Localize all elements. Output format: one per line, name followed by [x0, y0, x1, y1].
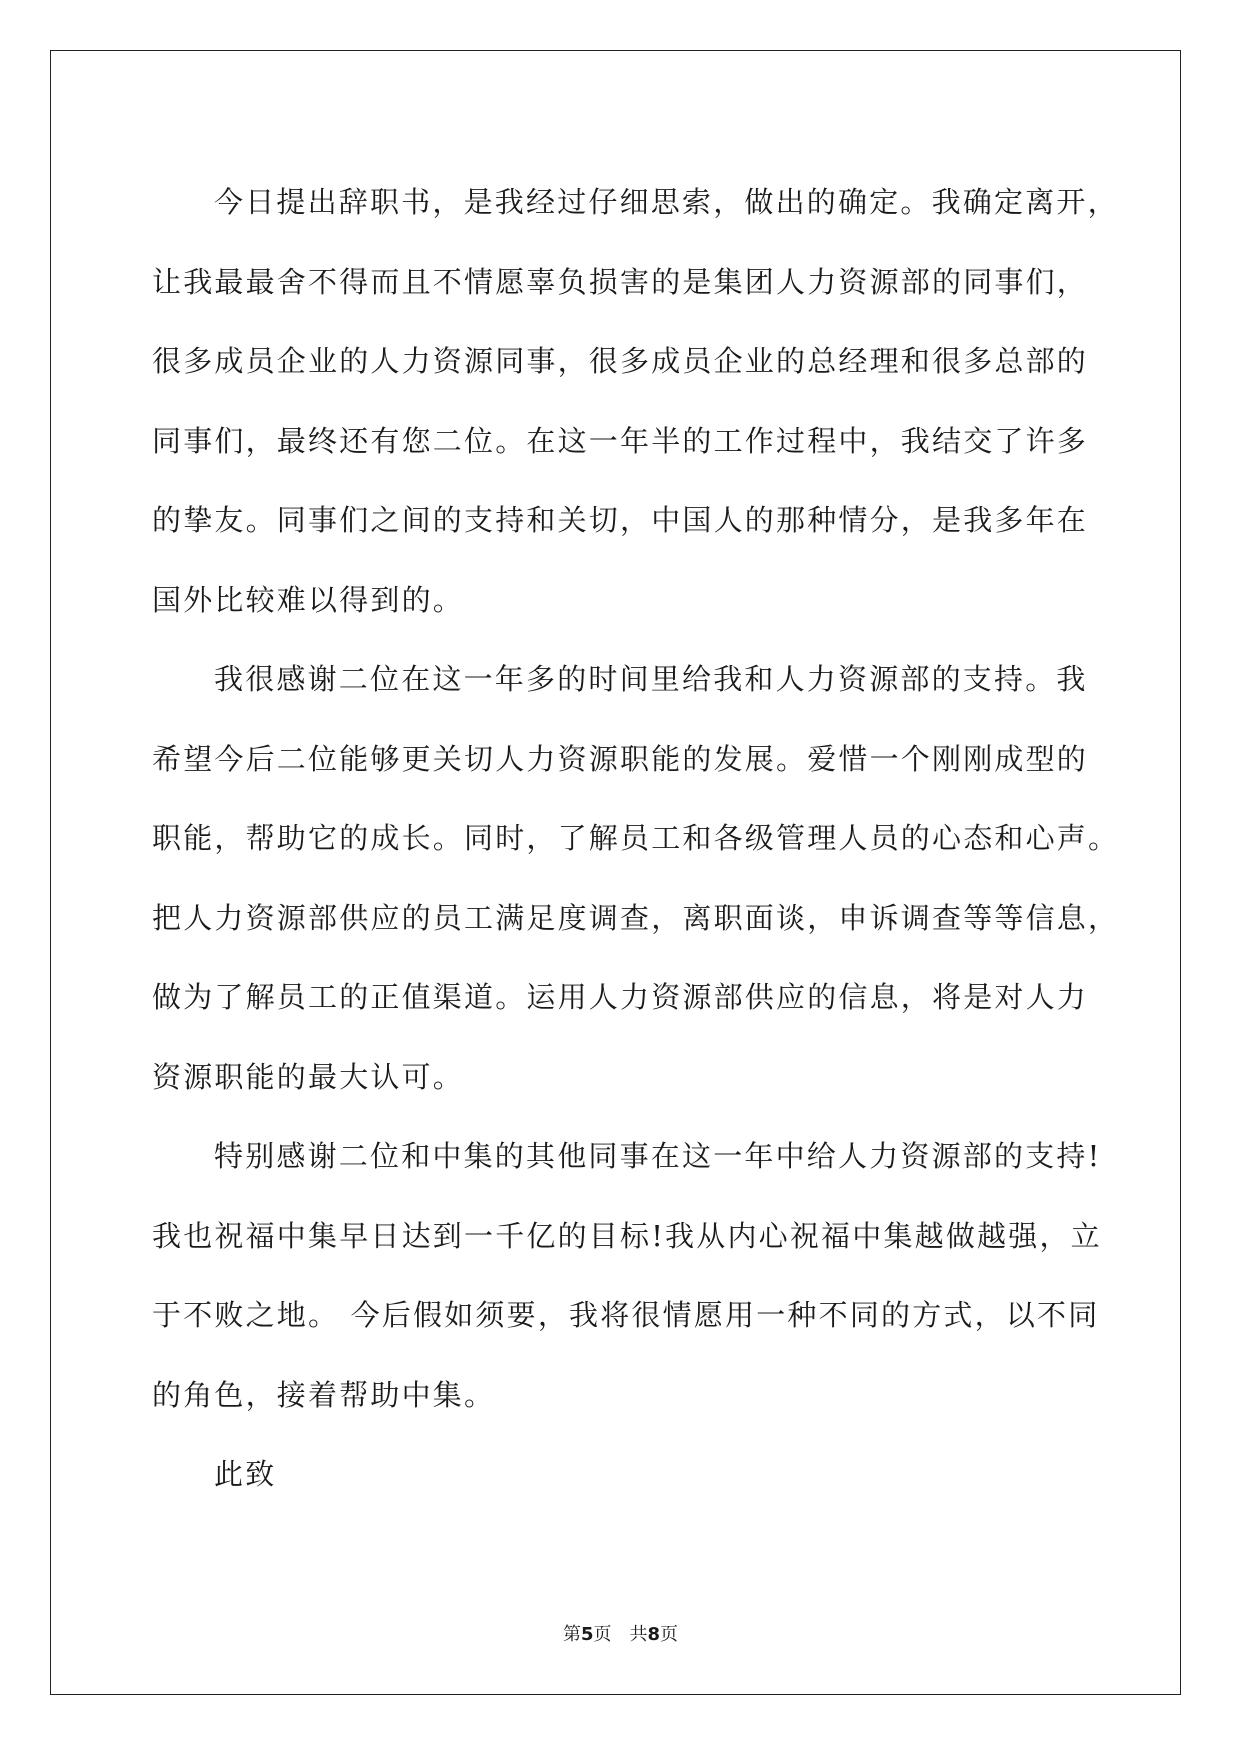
text-line: 特别感谢二位和中集的其他同事在这一年中给人力资源部的支持! — [214, 1139, 1102, 1173]
text-line: 让我最最舍不得而且不情愿辜负损害的是集团人力资源部的同事们， — [152, 264, 1089, 299]
text-line: 职能，帮助它的成长。同时，了解员工和各级管理人员的心态和心声。 — [152, 821, 1120, 855]
current-page-number: 5 — [580, 1624, 594, 1645]
page-footer — [0, 1620, 1241, 1646]
text-line: 做为了解员工的正值渠道。运用人力资源部供应的信息，将是对人力 — [152, 980, 1089, 1014]
paragraph-3 — [152, 1117, 1102, 1435]
text-line: 于不败之地。 今后假如须要，我将很情愿用一种不同的方式，以不同 — [152, 1298, 1100, 1332]
text-line: 国外比较难以得到的。 — [152, 582, 465, 617]
footer-prefix: 第 — [562, 1624, 581, 1645]
text-line: 同事们，最终还有您二位。在这一年半的工作过程中，我结交了许多 — [152, 423, 1089, 458]
closing-salutation: 此致 — [214, 1457, 277, 1491]
text-line: 很多成员企业的人力资源同事，很多成员企业的总经理和很多总部的 — [152, 344, 1089, 378]
text-line: 我很感谢二位在这一年多的时间里给我和人力资源部的支持。我 — [214, 662, 1088, 696]
total-page-count: 8 — [647, 1624, 661, 1645]
footer-mid: 页 共 — [593, 1624, 648, 1645]
text-line: 今日提出辞职书，是我经过仔细思索，做出的确定。我确定离开， — [214, 185, 1119, 219]
text-line: 的角色，接着帮助中集。 — [152, 1377, 496, 1412]
text-line: 的挚友。同事们之间的支持和关切，中国人的那种情分，是我多年在 — [152, 503, 1089, 537]
text-line: 把人力资源部供应的员工满足度调查，离职面谈，申诉调查等等信息， — [152, 900, 1120, 935]
paragraph-1 — [152, 163, 1119, 640]
text-line: 资源职能的最大认可。 — [152, 1059, 465, 1094]
footer-suffix: 页 — [660, 1624, 679, 1645]
text-line: 希望今后二位能够更关切人力资源职能的发展。爱惜一个刚刚成型的 — [152, 741, 1089, 776]
text-line: 我也祝福中集早日达到一千亿的目标!我从内心祝福中集越做越强，立 — [152, 1218, 1102, 1253]
paragraph-2 — [152, 640, 1120, 1117]
letter-body — [152, 163, 1120, 1515]
